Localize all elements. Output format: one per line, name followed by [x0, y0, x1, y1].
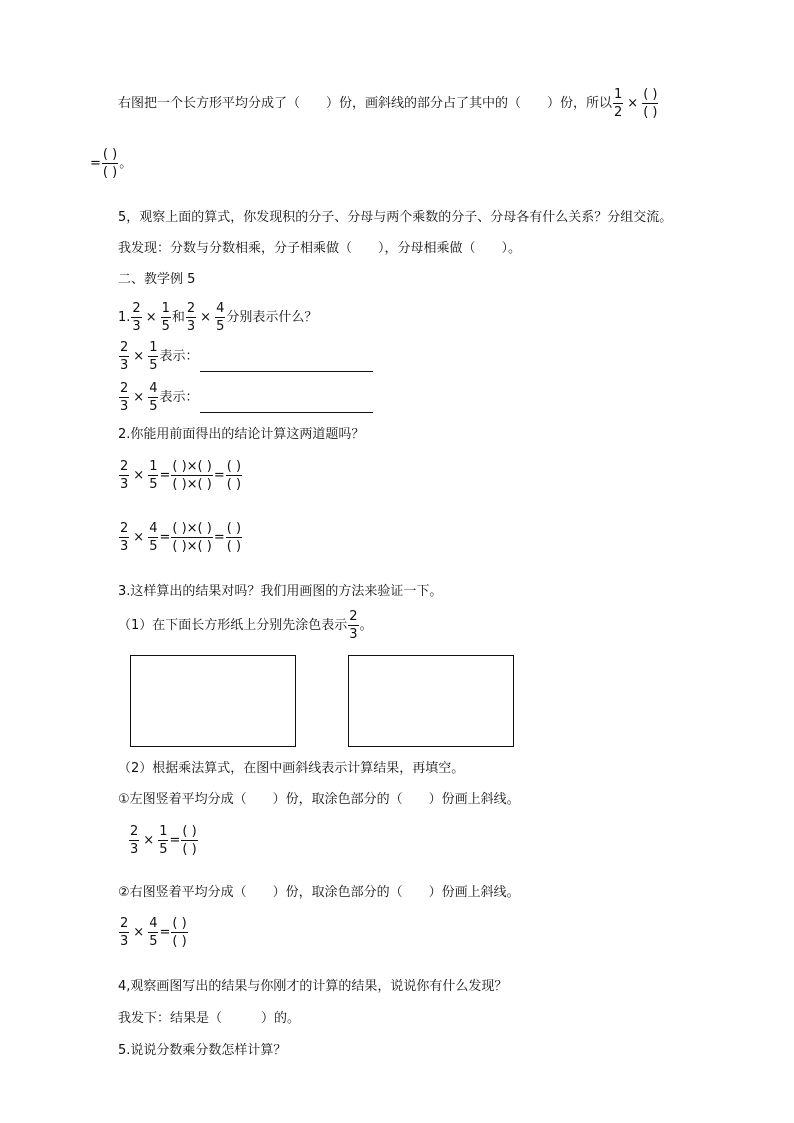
question-5: 5.说说分数乘分数怎样计算？ — [118, 1043, 287, 1058]
blank-result[interactable]: $\frac{( )}{( )}$ — [226, 459, 242, 492]
question-3: 3.这样算出的结果对吗？我们用画图的方法来验证一下。 — [118, 584, 443, 599]
answer-line[interactable] — [200, 359, 373, 372]
rectangle-paper-right[interactable] — [348, 655, 514, 747]
discover-statement: 我发现：分数与分数相乘，分子相乘做（ ），分母相乘做（ ）。 — [118, 241, 522, 256]
answer-line[interactable] — [200, 400, 373, 413]
question-1: 1. $\frac{2}{3}$ × $\frac{1}{5}$ 和 $\frac{2}{3}$ × $\frac{4}{5}$ 分别表示什么？ — [118, 301, 318, 334]
section-heading-example5: 二、教学例 5 — [118, 272, 196, 287]
fraction-four-fifths: $\frac{4}{5}$ — [216, 301, 225, 334]
calc-equation-2: $\frac{2}{3}$ × $\frac{4}{5}$ = $\frac{( )\times( )}{( )\times( )}$ = $\frac{( )}{( )}$ — [120, 521, 242, 554]
represent-line-2: $\frac{2}{3}$ × $\frac{4}{5}$ 表示： — [118, 382, 373, 413]
blank-result[interactable]: $\frac{( )}{( )}$ — [172, 916, 187, 949]
blank-result[interactable]: $\frac{( )}{( )}$ — [182, 824, 197, 857]
blank-result[interactable]: $\frac{( )}{( )}$ — [226, 521, 242, 554]
fraction-blank: $\frac{( )}{( )}$ — [102, 147, 118, 180]
fraction-one-half: $\frac{1}{2}$ — [614, 87, 623, 120]
paragraph-rectangle-intro: 右图把一个长方形平均分成了（ ）份，画斜线的部分占了其中的（ ）份，所以 $\frac{1}{2}$ × $\frac{( )}{( )}$ — [118, 87, 658, 120]
question-4-answer: 我发下：结果是（ ）的。 — [118, 1011, 301, 1026]
right-figure-equation: $\frac{2}{3}$ × $\frac{4}{5}$ = $\frac{( )}{( )}$ — [120, 916, 187, 949]
question-3-part-2: （2）根据乘法算式，在图中画斜线表示计算结果，再填空。 — [118, 761, 465, 776]
question-3-part-1: （1）在下面长方形纸上分别先涂色表示 $\frac{2}{3}$ 。 — [118, 609, 373, 642]
fraction-two-thirds: $\frac{2}{3}$ — [132, 301, 141, 334]
question-2: 2.你能用前面得出的结论计算这两道题吗？ — [118, 427, 365, 442]
blank-product[interactable]: $\frac{( )\times( )}{( )\times( )}$ — [172, 459, 212, 492]
represent-line-1: $\frac{2}{3}$ × $\frac{1}{5}$ 表示： — [118, 341, 373, 372]
intro-text: 右图把一个长方形平均分成了（ ）份，画斜线的部分占了其中的（ ）份，所以 — [118, 96, 613, 111]
left-figure-equation: $\frac{2}{3}$ × $\frac{1}{5}$ = $\frac{( )}{( )}$ — [130, 824, 197, 857]
rectangle-paper-left[interactable] — [130, 655, 296, 747]
question-4: 4,观察画图写出的结果与你刚才的计算的结果，说说你有什么发现？ — [118, 979, 508, 994]
fraction-blank: $\frac{( )}{( )}$ — [643, 87, 658, 120]
calc-equation-1: $\frac{2}{3}$ × $\frac{1}{5}$ = $\frac{( )\times( )}{( )\times( )}$ = $\frac{( )}{( )}$ — [120, 459, 242, 492]
fraction-two-thirds: $\frac{2}{3}$ — [186, 301, 196, 334]
blank-product[interactable]: $\frac{( )\times( )}{( )\times( )}$ — [172, 521, 212, 554]
left-figure-instruction: ①左图竖着平均分成（ ）份，取涂色部分的（ ）份画上斜线。 — [118, 792, 520, 807]
paragraph-result: = $\frac{( )}{( )}$ 。 — [90, 147, 133, 180]
right-figure-instruction: ②右图竖着平均分成（ ）份，取涂色部分的（ ）份画上斜线。 — [118, 885, 520, 900]
fraction-one-fifth: $\frac{1}{5}$ — [161, 301, 170, 334]
question-5-observe: 5，观察上面的算式，你发现积的分子、分母与两个乘数的分子、分母各有什么关系？分组交流。 — [118, 210, 673, 225]
